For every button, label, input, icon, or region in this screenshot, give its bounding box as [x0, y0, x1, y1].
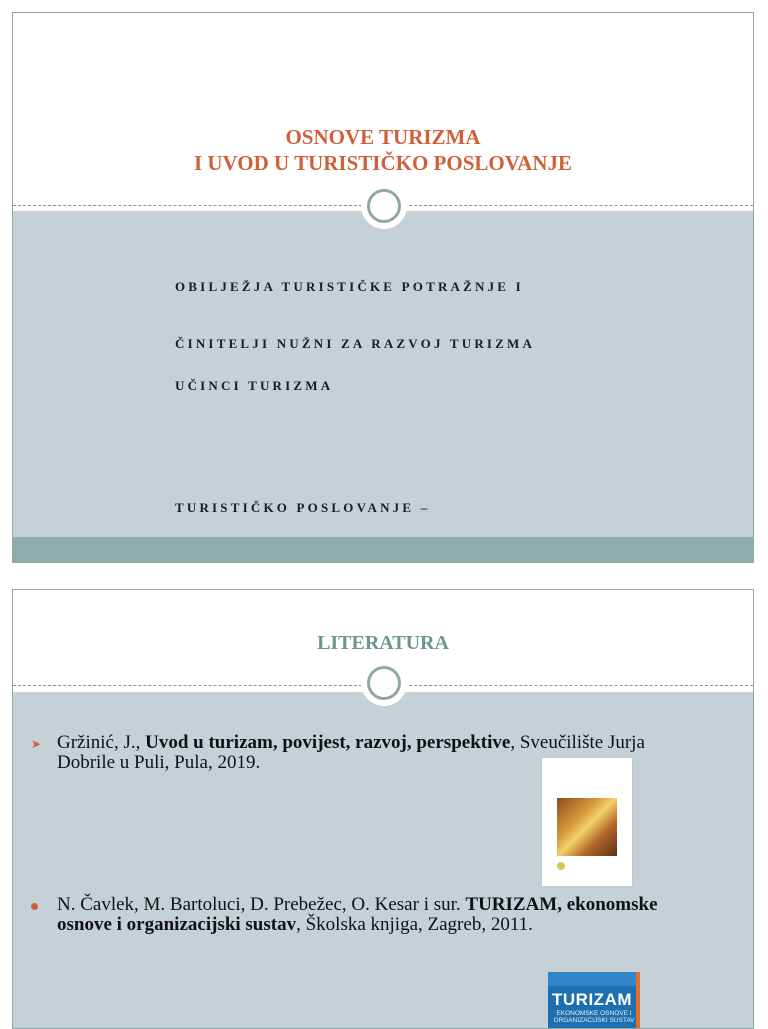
item-publisher: , Sveučilište Jurja Dobrile u Puli, Pula, 2019.: [57, 732, 645, 773]
slide-title: LITERATURA: [317, 632, 449, 654]
arrow-bullet-icon: ➤: [31, 737, 42, 751]
slide-title: [13, 124, 753, 176]
title-band: [13, 13, 753, 211]
slide-literatura: [12, 589, 754, 1029]
publisher-logo-icon: [557, 862, 565, 870]
title-line-1: OSNOVE TURIZMA: [285, 125, 481, 149]
subtitle-line: ČINITELJI NUŽNI ZA RAZVOJ TURIZMA: [175, 336, 536, 351]
book-cover-title: TURIZAM: [552, 990, 632, 1009]
subtitle-line: OBILJEŽJA TURISTIČKE POTRAŽNJE I: [175, 279, 524, 294]
item-title: TURIZAM, ekonomske osnove i organizacijski sustav: [57, 894, 658, 935]
item-authors: Gržinić, J.,: [57, 732, 146, 753]
subtitle-line: TURISTIČKO POSLOVANJE –: [175, 500, 431, 515]
literature-item: [57, 895, 697, 935]
item-publisher: , Školska knjiga, Zagreb, 2011.: [296, 914, 533, 935]
title-line-2: I UVOD U TURISTIČKO POSLOVANJE: [193, 151, 573, 175]
dot-bullet-icon: [31, 903, 38, 910]
book-cover-photo: [557, 798, 617, 856]
book-cover-subtitle: EKONOMSKE OSNOVE I ORGANIZACIJSKI SUSTAV: [553, 1010, 635, 1024]
circle-ornament-icon: [361, 183, 407, 229]
item-title: Uvod u turizam, povijest, razvoj, perspektive: [145, 732, 511, 753]
book-cover-image: [548, 972, 640, 1029]
book-cover-header-strip: [548, 972, 640, 986]
book-cover-edge: [636, 972, 640, 1029]
circle-ornament-icon: [361, 660, 407, 706]
book-cover-image: [542, 758, 632, 886]
slide-title-page: [12, 12, 754, 563]
footer-band: [13, 537, 753, 563]
subtitle-line: UČINCI TURIZMA: [175, 378, 334, 393]
item-authors: N. Čavlek, M. Bartoluci, D. Prebežec, O. Kesar i sur.: [57, 894, 466, 915]
